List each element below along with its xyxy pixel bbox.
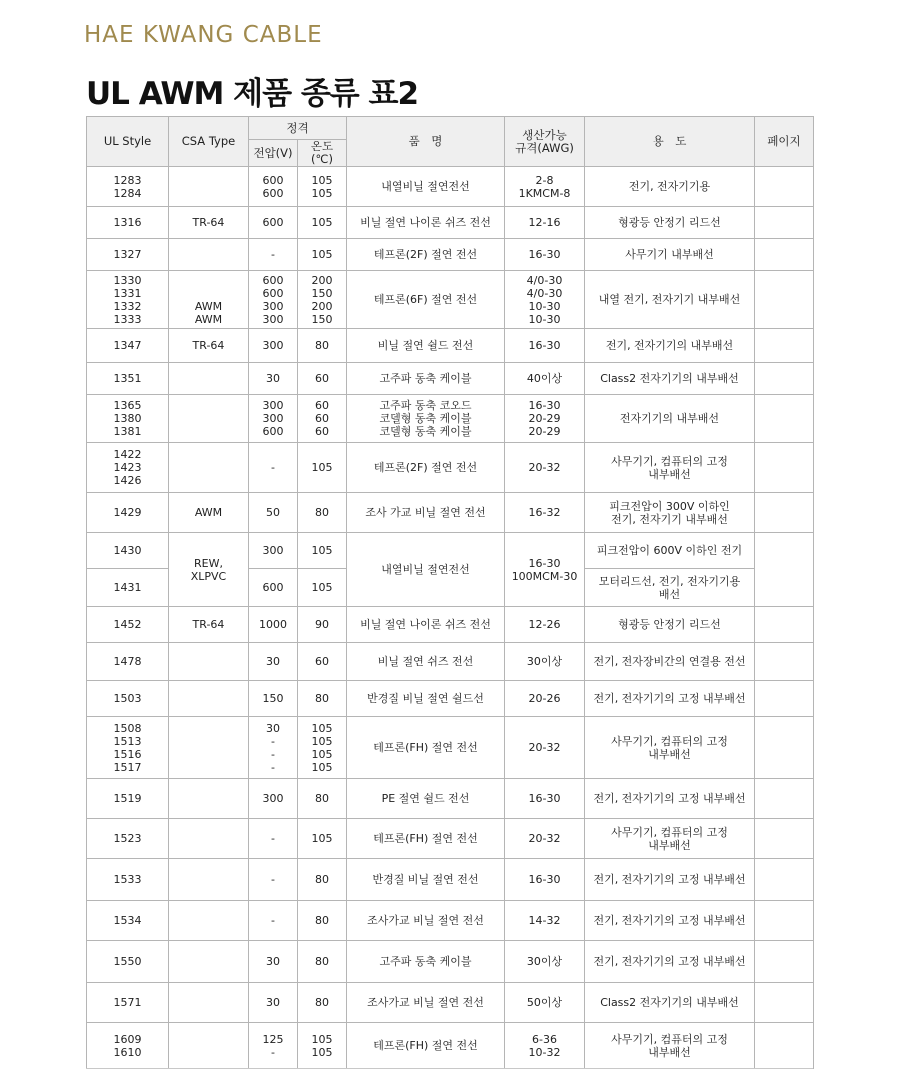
page-cell: [755, 533, 814, 607]
csa-type-cell: [169, 239, 249, 271]
awg-cell: 20-32: [505, 443, 585, 493]
table-row: [87, 607, 814, 643]
page-cell: [755, 329, 814, 363]
csa-type-cell: [169, 363, 249, 395]
ul-style-cell: 1431: [87, 569, 169, 607]
page-cell: [755, 607, 814, 643]
awg-cell: 16-30: [505, 779, 585, 819]
temperature-cell: 105 105: [298, 167, 347, 207]
table-row: [87, 533, 814, 569]
voltage-cell: 300: [249, 533, 298, 569]
voltage-cell: 125 -: [249, 1023, 298, 1069]
awg-cell: 6-36 10-32: [505, 1023, 585, 1069]
header-awg: 생산가능 규격(AWG): [505, 117, 585, 167]
ul-style-cell: 1330 1331 1332 1333: [87, 271, 169, 329]
usage-cell: 모터리드선, 전기, 전자기기용 배선: [585, 569, 755, 607]
csa-type-cell: [169, 395, 249, 443]
product-name-cell: 테프론(FH) 절연 전선: [347, 819, 505, 859]
page-cell: [755, 717, 814, 779]
table-row: [87, 271, 814, 329]
ul-style-cell: 1351: [87, 363, 169, 395]
page-cell: [755, 941, 814, 983]
table-row: [87, 493, 814, 533]
csa-type-cell: TR-64: [169, 207, 249, 239]
page-cell: [755, 681, 814, 717]
temperature-cell: 105: [298, 569, 347, 607]
page-cell: [755, 167, 814, 207]
table-row: [87, 167, 814, 207]
voltage-cell: -: [249, 443, 298, 493]
table-row: [87, 363, 814, 395]
usage-cell: Class2 전자기기의 내부배선: [585, 363, 755, 395]
voltage-cell: -: [249, 819, 298, 859]
awg-cell: 14-32: [505, 901, 585, 941]
product-name-cell: 비닐 절연 쉴드 전선: [347, 329, 505, 363]
header-voltage: 전압(V): [249, 140, 298, 167]
awg-cell: 30이상: [505, 643, 585, 681]
header-temperature: 온도(℃): [298, 140, 347, 167]
ul-style-cell: 1533: [87, 859, 169, 901]
header-usage: 용 도: [585, 117, 755, 167]
table-row: [87, 983, 814, 1023]
voltage-cell: 1000: [249, 607, 298, 643]
page-cell: [755, 779, 814, 819]
usage-cell: 사무기기 내부배선: [585, 239, 755, 271]
table-row: [87, 859, 814, 901]
voltage-cell: 600: [249, 207, 298, 239]
bottom-divider: [86, 1068, 813, 1069]
usage-cell: 전기, 전자장비간의 연결용 전선: [585, 643, 755, 681]
awg-cell: 16-30 100MCM-30: [505, 533, 585, 607]
product-name-cell: 테프론(2F) 절연 전선: [347, 239, 505, 271]
product-name-cell: 조사가교 비닐 절연 전선: [347, 901, 505, 941]
csa-type-cell: [169, 167, 249, 207]
awg-cell: 30이상: [505, 941, 585, 983]
voltage-cell: 600 600 300 300: [249, 271, 298, 329]
voltage-cell: 50: [249, 493, 298, 533]
csa-type-cell: AWM: [169, 493, 249, 533]
voltage-cell: 150: [249, 681, 298, 717]
ul-style-cell: 1316: [87, 207, 169, 239]
ul-style-cell: 1422 1423 1426: [87, 443, 169, 493]
page-cell: [755, 207, 814, 239]
awg-cell: 40이상: [505, 363, 585, 395]
csa-type-cell: [169, 643, 249, 681]
product-table: [86, 116, 814, 1069]
awg-cell: 16-32: [505, 493, 585, 533]
usage-cell: 전기, 전자기기의 고정 내부배선: [585, 779, 755, 819]
awg-cell: 16-30: [505, 859, 585, 901]
product-name-cell: 고주파 동축 케이블: [347, 941, 505, 983]
usage-cell: 형광등 안정기 리드선: [585, 607, 755, 643]
csa-type-cell: [169, 819, 249, 859]
temperature-cell: 200 150 200 150: [298, 271, 347, 329]
voltage-cell: 300: [249, 329, 298, 363]
product-name-cell: 조사 가교 비닐 절연 전선: [347, 493, 505, 533]
csa-type-cell: REW, XLPVC: [169, 533, 249, 607]
table-row: [87, 1023, 814, 1069]
ul-style-cell: 1283 1284: [87, 167, 169, 207]
page-cell: [755, 239, 814, 271]
voltage-cell: 600 600: [249, 167, 298, 207]
temperature-cell: 60 60 60: [298, 395, 347, 443]
usage-cell: 전기, 전자기기의 내부배선: [585, 329, 755, 363]
csa-type-cell: TR-64: [169, 607, 249, 643]
usage-cell: 전기, 전자기기의 고정 내부배선: [585, 901, 755, 941]
table-row: [87, 779, 814, 819]
usage-cell: 사무기기, 컴퓨터의 고정 내부배선: [585, 1023, 755, 1069]
ul-style-cell: 1347: [87, 329, 169, 363]
awg-cell: 16-30: [505, 239, 585, 271]
header-page: 페이지: [755, 117, 814, 167]
voltage-cell: 30: [249, 643, 298, 681]
awg-cell: 4/0-30 4/0-30 10-30 10-30: [505, 271, 585, 329]
temperature-cell: 60: [298, 643, 347, 681]
product-name-cell: 테프론(2F) 절연 전선: [347, 443, 505, 493]
product-name-cell: 내열비닐 절연전선: [347, 167, 505, 207]
awg-cell: 12-16: [505, 207, 585, 239]
temperature-cell: 105 105 105 105: [298, 717, 347, 779]
brand-logo-text: HAE KWANG CABLE: [84, 22, 323, 48]
awg-cell: 2-8 1KMCM-8: [505, 167, 585, 207]
usage-cell: 전기, 전자기기의 고정 내부배선: [585, 941, 755, 983]
awg-cell: 50이상: [505, 983, 585, 1023]
page-cell: [755, 859, 814, 901]
table-row: [87, 643, 814, 681]
awg-cell: 20-26: [505, 681, 585, 717]
usage-cell: 형광등 안정기 리드선: [585, 207, 755, 239]
csa-type-cell: TR-64: [169, 329, 249, 363]
temperature-cell: 105: [298, 239, 347, 271]
temperature-cell: 105: [298, 443, 347, 493]
page-cell: [755, 363, 814, 395]
product-name-cell: 반경질 비닐 절연 전선: [347, 859, 505, 901]
ul-style-cell: 1534: [87, 901, 169, 941]
ul-style-cell: 1571: [87, 983, 169, 1023]
temperature-cell: 80: [298, 493, 347, 533]
temperature-cell: 80: [298, 859, 347, 901]
product-name-cell: 테프론(FH) 절연 전선: [347, 1023, 505, 1069]
usage-cell: 사무기기, 컴퓨터의 고정 내부배선: [585, 443, 755, 493]
awg-cell: 20-32: [505, 717, 585, 779]
product-name-cell: 내열비닐 절연전선: [347, 533, 505, 607]
ul-style-cell: 1478: [87, 643, 169, 681]
product-name-cell: 반경질 비닐 절연 쉴드선: [347, 681, 505, 717]
table-row: [87, 239, 814, 271]
ul-style-cell: 1519: [87, 779, 169, 819]
product-name-cell: 고주파 동축 코오드 코델형 동축 케이블 코델형 동축 케이블: [347, 395, 505, 443]
page-title: UL AWM 제품 종류 표2: [86, 76, 419, 112]
temperature-cell: 80: [298, 901, 347, 941]
temperature-cell: 80: [298, 681, 347, 717]
temperature-cell: 105: [298, 819, 347, 859]
table-row: [87, 901, 814, 941]
awg-cell: 20-32: [505, 819, 585, 859]
usage-cell: 전기, 전자기기의 고정 내부배선: [585, 859, 755, 901]
page-cell: [755, 493, 814, 533]
temperature-cell: 60: [298, 363, 347, 395]
page-cell: [755, 643, 814, 681]
table-row: [87, 443, 814, 493]
temperature-cell: 90: [298, 607, 347, 643]
usage-cell: Class2 전자기기의 내부배선: [585, 983, 755, 1023]
ul-style-cell: 1503: [87, 681, 169, 717]
temperature-cell: 105 105: [298, 1023, 347, 1069]
table-row: [87, 941, 814, 983]
csa-type-cell: [169, 779, 249, 819]
product-name-cell: 비닐 절연 나이론 쉬즈 전선: [347, 207, 505, 239]
ul-style-cell: 1550: [87, 941, 169, 983]
voltage-cell: 300 300 600: [249, 395, 298, 443]
temperature-cell: 105: [298, 207, 347, 239]
voltage-cell: 30: [249, 941, 298, 983]
temperature-cell: 105: [298, 533, 347, 569]
page-cell: [755, 1023, 814, 1069]
ul-style-cell: 1609 1610: [87, 1023, 169, 1069]
table-row: [87, 717, 814, 779]
voltage-cell: 30: [249, 363, 298, 395]
voltage-cell: -: [249, 901, 298, 941]
awg-cell: 12-26: [505, 607, 585, 643]
voltage-cell: 30 - - -: [249, 717, 298, 779]
ul-style-cell: 1508 1513 1516 1517: [87, 717, 169, 779]
usage-cell: 전기, 전자기기용: [585, 167, 755, 207]
product-name-cell: 비닐 절연 나이론 쉬즈 전선: [347, 607, 505, 643]
header-rating: 정격: [249, 117, 347, 140]
awg-cell: 16-30: [505, 329, 585, 363]
ul-style-cell: 1365 1380 1381: [87, 395, 169, 443]
product-name-cell: PE 절연 쉴드 전선: [347, 779, 505, 819]
temperature-cell: 80: [298, 941, 347, 983]
csa-type-cell: AWM AWM: [169, 271, 249, 329]
csa-type-cell: [169, 983, 249, 1023]
header-product-name: 품 명: [347, 117, 505, 167]
csa-type-cell: [169, 443, 249, 493]
page-cell: [755, 271, 814, 329]
usage-cell: 사무기기, 컴퓨터의 고정 내부배선: [585, 819, 755, 859]
table-row: [87, 819, 814, 859]
header-csa-type: CSA Type: [169, 117, 249, 167]
awg-cell: 16-30 20-29 20-29: [505, 395, 585, 443]
page-cell: [755, 983, 814, 1023]
ul-style-cell: 1429: [87, 493, 169, 533]
temperature-cell: 80: [298, 779, 347, 819]
csa-type-cell: [169, 941, 249, 983]
csa-type-cell: [169, 1023, 249, 1069]
ul-style-cell: 1430: [87, 533, 169, 569]
usage-cell: 피크전압이 600V 이하인 전기: [585, 533, 755, 569]
temperature-cell: 80: [298, 983, 347, 1023]
table-row: [87, 681, 814, 717]
usage-cell: 전기, 전자기기의 고정 내부배선: [585, 681, 755, 717]
product-name-cell: 테프론(6F) 절연 전선: [347, 271, 505, 329]
csa-type-cell: [169, 859, 249, 901]
csa-type-cell: [169, 901, 249, 941]
voltage-cell: 30: [249, 983, 298, 1023]
product-name-cell: 비닐 절연 쉬즈 전선: [347, 643, 505, 681]
ul-style-cell: 1523: [87, 819, 169, 859]
page-cell: [755, 819, 814, 859]
table-row: [87, 207, 814, 239]
table-row: [87, 329, 814, 363]
voltage-cell: -: [249, 239, 298, 271]
usage-cell: 전자기기의 내부배선: [585, 395, 755, 443]
page-cell: [755, 443, 814, 493]
usage-cell: 사무기기, 컴퓨터의 고정 내부배선: [585, 717, 755, 779]
voltage-cell: 300: [249, 779, 298, 819]
table-row: [87, 395, 814, 443]
product-name-cell: 고주파 동축 케이블: [347, 363, 505, 395]
voltage-cell: 600: [249, 569, 298, 607]
voltage-cell: -: [249, 859, 298, 901]
csa-type-cell: [169, 681, 249, 717]
csa-type-cell: [169, 717, 249, 779]
temperature-cell: 80: [298, 329, 347, 363]
ul-style-cell: 1452: [87, 607, 169, 643]
page-cell: [755, 901, 814, 941]
usage-cell: 피크전압이 300V 이하인 전기, 전자기기 내부배선: [585, 493, 755, 533]
product-name-cell: 테프론(FH) 절연 전선: [347, 717, 505, 779]
ul-style-cell: 1327: [87, 239, 169, 271]
product-name-cell: 조사가교 비닐 절연 전선: [347, 983, 505, 1023]
header-ul-style: UL Style: [87, 117, 169, 167]
page-cell: [755, 395, 814, 443]
usage-cell: 내열 전기, 전자기기 내부배선: [585, 271, 755, 329]
